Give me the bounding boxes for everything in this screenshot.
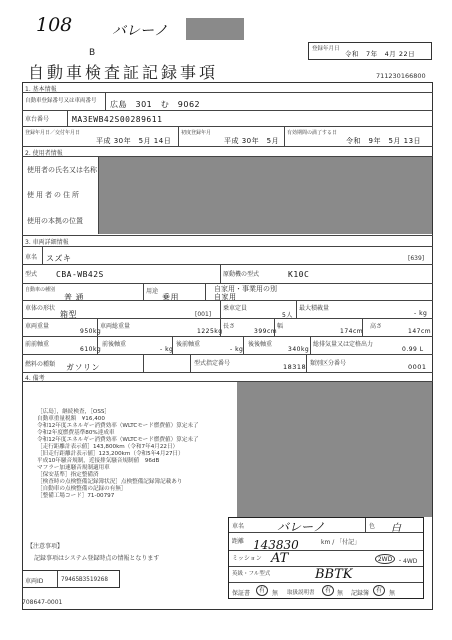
initial-registration-value: 平成 30年 5月 <box>224 137 280 145</box>
purpose-label: 自家用・事業用の別 <box>214 285 277 293</box>
remark-line: 令和12年度エネルギー消費効率（WLTCモード燃費値）算定未了 <box>37 423 199 429</box>
remark-line: ［走行距離計表示値］143,800km（令和7年4月22日） <box>37 444 179 450</box>
fuel-label: 燃料の種類 <box>25 361 56 368</box>
width-value: 174cm <box>340 328 364 335</box>
b-mark: B <box>89 48 96 58</box>
stamp-distance-unit: km / 「付記」 <box>321 539 361 546</box>
front-front-axle-value: 610kg <box>80 346 102 353</box>
model-value: CBA-WB42S <box>56 270 104 279</box>
engine-label: 原動機の型式 <box>223 271 260 278</box>
notice-text: 記録事項はシステム登録時点の情報となります <box>34 555 160 562</box>
registration-date-value: 令和 7年 4月 22日 <box>345 50 416 58</box>
weight-value: 950kg <box>80 328 102 335</box>
front-front-axle-label: 前前軸重 <box>25 341 50 348</box>
handwritten-number: 108 <box>36 14 73 36</box>
remark-line: ［旧走行距離計表示値］123,200km（令和5年4月27日） <box>37 451 184 457</box>
remark-line: ［広島］，継続検査，［OSS］ <box>37 409 111 415</box>
base-location-label: 使用の本拠の位置 <box>27 217 83 225</box>
displacement-label: 総排気量又は定格出力 <box>313 341 374 348</box>
stamp-color-label: 色 <box>369 523 376 530</box>
stamp-type-label: 英級・フル型式 <box>232 571 271 577</box>
stamp-4wd: ・4WD <box>397 558 418 565</box>
section1-heading: 1. 基本情報 <box>25 86 57 93</box>
stamp-name-value: バレーノ <box>277 520 325 534</box>
remark-line: 令和12年度エネルギー消費効率（WLTCモード燃費値）算定未了 <box>37 437 199 443</box>
section2-heading: 2. 使用者情報 <box>25 150 63 157</box>
expiry-value: 令和 9年 5月 13日 <box>346 137 422 145</box>
rear-front-axle-value: - kg <box>230 346 244 353</box>
section4-heading: 4. 備考 <box>25 375 45 382</box>
stamp-2wd-circle: 2WD <box>375 554 395 564</box>
weight-label: 車両重量 <box>25 323 50 330</box>
gross-weight-value: 1225kg <box>197 328 223 335</box>
use-value: 乗用 <box>162 293 179 302</box>
class-number-value: 0001 <box>408 363 427 371</box>
stamp-transmission-value: AT <box>271 551 289 566</box>
handwritten-car-name: バレーノ <box>112 23 168 39</box>
stamp-warranty-yes: 有 <box>256 585 268 596</box>
type-cert-label: 型式指定番号 <box>194 360 231 367</box>
redacted-block <box>186 18 244 40</box>
initial-registration-label: 初度登録年月 <box>181 130 212 136</box>
capacity-value: 5人 <box>282 312 293 319</box>
gross-weight-label: 車両総重量 <box>100 323 131 330</box>
height-value: 147cm <box>408 328 432 335</box>
front-rear-axle-label: 前後軸重 <box>102 341 127 348</box>
body-code: [001] <box>195 311 212 318</box>
remark-line: ［検査時の点検整備記録簿状況］点検整備記録簿記載あり <box>37 479 183 485</box>
front-rear-axle-value: - kg <box>160 346 174 353</box>
notice-label: 【注意事項】 <box>27 543 64 550</box>
first-registration-value: 平成 30年 5月 14日 <box>96 137 172 145</box>
purpose-value: 自家用 <box>214 293 237 301</box>
maker-label: 車名 <box>25 254 38 261</box>
registration-date-box <box>308 42 432 60</box>
body-label: 車体の形状 <box>25 305 56 312</box>
fuel-value: ガソリン <box>66 363 100 372</box>
stamp-distance-label: 距離 <box>232 538 245 545</box>
stamp-warranty-no: 無 <box>272 590 279 597</box>
length-label: 長さ <box>223 323 236 330</box>
stamp-manual-label: 取扱説明書 <box>287 590 315 596</box>
body-value: 箱型 <box>60 310 77 319</box>
maker-code: [639] <box>408 255 425 262</box>
engine-value: K10C <box>288 270 310 279</box>
document-title: 自動車検査証記録事項 <box>28 63 219 82</box>
stamp-type-value: BBTK <box>315 567 353 582</box>
stamp-transmission-label: ミッション <box>232 555 262 562</box>
document-number: 711230166800 <box>376 72 426 80</box>
remark-line: 令和2年度燃費基準80%達成車 <box>37 430 115 436</box>
length-value: 399cm <box>254 328 278 335</box>
remark-line: ［自動車の点検整備の記録の有無］ <box>37 486 127 492</box>
vehicle-id-label: 車両ID <box>25 578 44 585</box>
plate-value: 広島 301 む 9062 <box>110 100 201 109</box>
maker-value: スズキ <box>46 254 72 263</box>
stamp-manual-no: 無 <box>337 590 344 597</box>
kind-value: 普 通 <box>64 293 85 302</box>
user-address-label: 使用者の住所 <box>27 191 81 199</box>
rear-rear-axle-label: 後後軸重 <box>248 341 273 348</box>
plate-label: 自動車登録番号又は車両番号 <box>25 98 97 104</box>
model-label: 型式 <box>25 271 38 278</box>
stamp-distance-value: 143830 <box>253 538 299 552</box>
stamp-record-label: 記録簿 <box>351 590 370 597</box>
vin-label: 車台番号 <box>25 116 50 123</box>
stamp-name-label: 車名 <box>232 523 245 530</box>
type-cert-value: 18318 <box>283 363 307 371</box>
stamp-record-no: 無 <box>389 590 396 597</box>
vehicle-id-value: 79465B3519268 <box>61 576 108 583</box>
rear-rear-axle-value: 340kg <box>288 346 310 353</box>
remark-line: ［整備工場コード］71-00797 <box>37 493 115 499</box>
displacement-value: 0.99 L <box>402 346 424 353</box>
stamp-manual-yes: 有 <box>322 585 334 596</box>
vin-value: MA3EWB42S00289611 <box>72 115 163 124</box>
remark-line: ［保安基準］指定整備済 <box>37 472 99 478</box>
redacted-remarks <box>237 382 432 517</box>
remark-line: 平成10年騒音規制，近接排気騒音規制値 96dB <box>37 458 160 464</box>
class-number-label: 類別区分番号 <box>310 360 347 367</box>
max-load-value: - kg <box>414 310 428 317</box>
stamp-record-yes: 有 <box>373 585 385 596</box>
footer-code: 708647-0001 <box>22 599 63 606</box>
kind-label: 自動車の種別 <box>25 287 56 293</box>
remark-line: 自動車重量税額 ¥16,400 <box>37 416 105 422</box>
stamp-color-value: 白 <box>391 523 401 534</box>
vehicle-id-box <box>22 570 120 588</box>
expiry-label: 有効期間の満了する日 <box>287 130 338 136</box>
user-name-label: 使用者の氏名又は名称 <box>27 166 97 174</box>
registration-date-label: 登録年月日 <box>312 46 340 52</box>
redacted-user-info <box>99 157 432 234</box>
first-registration-label: 登録年月日／交付年月日 <box>25 130 81 136</box>
section3-heading: 3. 車両詳細情報 <box>25 239 69 246</box>
max-load-label: 最大積載量 <box>299 305 330 312</box>
dealer-stamp-form <box>228 517 424 599</box>
rear-front-axle-label: 後前軸重 <box>176 341 201 348</box>
width-label: 幅 <box>277 323 284 330</box>
height-label: 高さ <box>370 323 383 330</box>
remark-line: マフラー加速騒音規制適用車 <box>37 465 110 471</box>
stamp-warranty-label: 保証書 <box>232 590 251 597</box>
use-label: 用途 <box>146 288 159 295</box>
capacity-label: 乗車定員 <box>223 305 248 312</box>
